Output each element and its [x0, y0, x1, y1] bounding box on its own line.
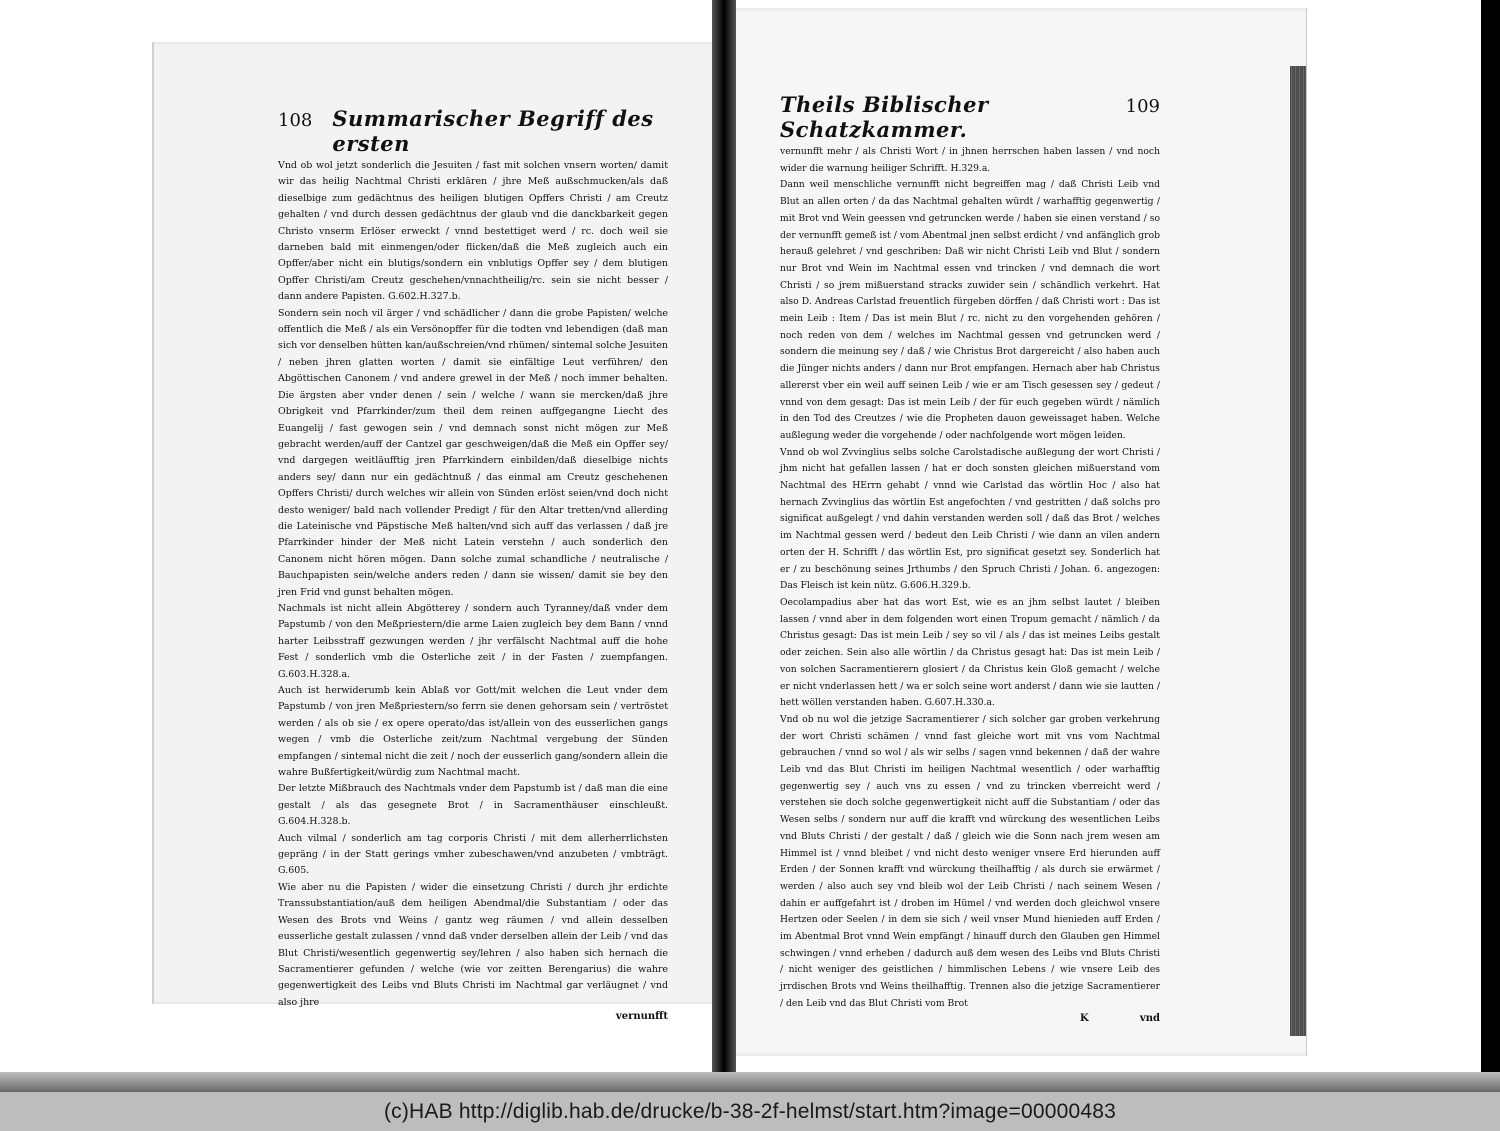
body-text: vernunfft mehr / als Christi Wort / in jhnen herrschen haben lassen / vnd noch wider die warnung heiliger Schrifft. H.329.a. Dann weil menschliche vernunfft nicht begreiffen mag / daß Christi Leib vnd Blut an allen orten / da das Nachtmal gehalten würdt / warhafftig gegenwertig / mit Brot vnd Wein geessen vnd getruncken werde / haben sie einen verstand / so der vernunfft gemeß ist / vom Abentmal jnen selbst erdicht / vnd anfänglich grob herauß gelehret / vnd geschriben: Daß wir nicht Christi Leib vnd Blut / sondern nur Brot vnd Wein im Nachtmal essen vnd trincken / vnd demnach die wort Christi / so jrem mißuerstand stracks zuwider sein / schändlich verkehrt. Hat also D. Andreas Carlstad freuentlich fürgeben dörffen / daß Christi wort : Das ist mein Leib : Item / Das ist mein Blut / rc. nicht zu den vorgehenden gehören / noch reden von dem / welches im Nachtmal gessen vnd getruncken werd / sondern die meinung sey / daß / wie Christus Brot dargereicht / also haben auch die Jünger nichts anders / dann nur Brot empfangen. Hernach aber hab Christus allererst vber ein weil auff seinen Leib / wie er am Tisch gesessen sey / gedeut / vnnd von dem gesagt: Das ist mein Leib / der für euch gegeben würdt / nämlich in den Tod des Creutzes / wie die Propheten dauon geweissaget haben. Welche außlegung weder die vorgehende / oder nachfolgende wort mögen leiden. Vnnd ob wol Zvvinglius selbs solche Carolstadische außlegung der wort Christi / jhm nicht hat gefallen lassen / hat er doch sonsten gleichen mißuerstand vom Nachtmal des HErrn gehabt / vnnd wie Carlstad das wörtlin Hoc / also hat hernach Zvvinglius das wörtlin Est angefochten / vnd gestritten / daß solchs pro significat außgelegt / vnd dahin verstanden werden soll / daß das Brot / welches im Nachtmal gessen werd / bedeut den Leib Christi / wie dann an vilen andern orten der H. Schrifft / das wörtlin Est, pro significat gesetzt sey. Sonderlich hat er / zu beschönung seines Jrthumbs / den Spruch Christi / Johan. 6. angezogen: Das Fleisch ist kein nütz. G.606.H.329.b. Oecolampadius aber hat das wort Est, wie es an jhm selbst lautet / bleiben lassen / vnnd aber in dem folgenden wort einen Tropum gemacht / nämlich / da Christus gesagt: Das ist mein Leib / sey so vil / als / das ist meines Leibs gestalt oder zeichen. Sein also alle wörtlin / da Christus gesagt hat: Das ist mein Leib / von solchen Sacramentierern glosiert / da Christus kein Gloß gemacht / welche er nicht vnderlassen hett / wa er solch seine wort anderst / dann wie sie lautten / hett wöllen verstanden haben. G.607.H.330.a. Vnd ob nu wol die jetzige Sacramentierer / sich solcher gar groben verkehrung der wort Christi schämen / vnnd fast gleiche wort mit vns vom Nachtmal gebrauchen / vnnd so wol / als wir selbs / sagen vnnd bekennen / daß der wahre Leib vnd das Blut Christi im heiligen Nachtmal wesentlich / oder warhafftig gegenwertig sey / auch vns zu essen / vnd zu trincken vberreicht werd / verstehen sie doch solche gegenwertigkeit nicht auff die Substantiam / oder das Wesen selbs / sondern nur auff die krafft vnd würckung des wesentlichen Leibs vnd Bluts Christi / der gestalt / daß / gleich wie die Sonn nach jrem wesen am Himmel ist / vnnd bleibet / vnd nicht desto weniger vnsere Erd hierunden auff Erden / der Sonnen krafft vnd würckung theilhafftig / als durch sie erwärmet / werden / also auch sey vnd bleib wol der Leib Christi / nach seinem Wesen / dahin er auffgefahrt ist / droben im Hümel / vnd werden doch gleichwol vnsere Hertzen oder Seelen / in dem sie sich / weil vnser Mund hienieden auff Erden / im Abentmal Brot vnnd Wein empfängt / hinauff durch den Glauben gen Himmel schwingen / vnnd erheben / dadurch auß dem wesen des Leibs vnd Bluts Christi / nicht weniger des geistlichen / himmlischen Lebens / wie vnsere Leib des jrrdischen Brots vnd Weins theilhafftig. Trennen also die jetzige Sacramentierer / den Leib vnd das Blut Christi vom Brot [780, 146, 1160, 1009]
running-head: Theils Biblischer Schatzkammer. [780, 92, 989, 142]
catchword: vnd [1139, 1012, 1160, 1024]
page-edges [1290, 66, 1306, 1036]
page-number: 108 [278, 110, 313, 131]
signature-mark: K [1080, 1012, 1089, 1024]
left-header [278, 106, 668, 156]
left-footer [278, 1011, 668, 1022]
book-gutter [712, 0, 736, 1072]
right-text-block [780, 92, 1160, 1024]
running-head: Summarischer Begriff des ersten [332, 106, 654, 156]
right-footer [780, 1013, 1160, 1024]
body-text: Vnd ob wol jetzt sonderlich die Jesuiten / fast mit solchen vnsern worten/ damit wir das heilig Nachtmal Christi erklären / jhre Meß außschmucken/als daß dieselbige zum gedächtnus des heiligen blutigen Opffers Christi / am Creutz gehalten / vnd durch dessen gedächtnus der glaub vnd die danckbarkeit gegen Christo vnserm Erlöser erweckt / vnnd bestettiget werd / rc. doch weil sie darneben bald mit einmengen/oder flicken/daß die Meß zugleich auch ein Opffer/aber nicht ein blutigs/sondern ein vnblutigs Opffer sey / dem blutigen Opffer Christi/am Creutz geschehen/vnnachtheilig/rc. sein sie nicht besser / dann andere Papisten. G.602.H.327.b. Sondern sein noch vil ärger / vnd schädlicher / dann die grobe Papisten/ welche offentlich die Meß / als ein Versönopffer für die todten vnd lebendigen (daß man sich vor denselben hütten kan/außschreien/vnd rhümen/ sintemal solche Jesuiten / neben jhren glatten worten / damit sie einfältige Leut verführen/ den Abgöttischen Canonem / vnd andere grewel in der Meß / noch immer behalten. Die ärgsten aber vnder denen / sein / welche / wann sie mercken/daß jhre Obrigkeit vnd Pfarrkinder/zum theil dem reinen auffgegangne Liecht des Euangelij / fast gewogen sein / vnd demnach sonst nicht mögen zur Meß gebracht werden/auff der Cantzel gar geschweigen/daß die Meß ein Opffer sey/ vnd dargegen weitläufftig jren Pfarrkindern einbilden/daß dieselbige nichts anders sey/ dann nur ein gedächtnuß / das einmal am Creutz geschehenen Opffers Christi/ durch welches wir allein von Sünden erlöst seien/vnd doch nicht desto weniger/ bald nach vollender Predigt / für den Altar tretten/vnd allerding die Lateinische vnd Päpstische Meß halten/vnd sich auff das verlassen / daß jre Pfarrkinder hinder der Meß nicht Latein verstehn / auch sonderlich den Canonem nicht hören mögen. Dann solche zumal schandliche / neutralische / Bauchpapisten sein/welche anders reden / dann sie wissen/ damit sie bey den jren Frid vnd gunst behalten mögen. Nachmals ist nicht allein Abgötterey / sondern auch Tyranney/daß vnder dem Papstumb / von den Meßpriestern/die arme Laien zugleich bey dem Bann / vnnd harter Leibsstraff gezwungen werden / jhr verfälscht Nachtmal auff die hohe Fest / sonderlich vmb die Osterliche zeit / in der Fasten / zuempfangen. G.603.H.328.a. Auch ist herwiderumb kein Ablaß vor Gott/mit welchen die Leut vnder dem Papstumb / von jren Meßpriestern/so ferrn sie denen gehorsam sein / vertröstet werden / als ob sie / ex opere operato/das ist/allein von des eusserlichen gangs wegen / vmb die Osterliche zeit/zum Nachtmal vergebung der Sünden empfangen / sintemal nicht die zeit / noch der eusserlich gang/sondern allein die wahre Bußfertigkeit/würdig zum Nachtmal macht. Der letzte Mißbrauch des Nachtmals vnder dem Papstumb ist / daß man die eine gestalt / als das gesegnete Brot / in Sacramenthäuser einschleußt. G.604.H.328.b. Auch vilmal / sonderlich am tag corporis Christi / mit dem allerherrlichsten gepräng / in der Statt gerings vmher zubeschawen/vnd anzubeten / vmbträgt. G.605. Wie aber nu die Papisten / wider die einsetzung Christi / durch jhr erdichte Transsubstantiation/auß dem heiligen Abendmal/die Substantiam / oder das Wesen des Brots vnd Weins / gantz weg räumen / vnd allein desselben eusserliche gestalt zulassen / vnnd daß vnder derselben allein der Leib / vnd das Blut Christi/wesentlich gegenwertig sey/lehren / also haben sich hernach die Sacramentierer gefunden / welche (wie vor zeitten Berengarius) die wahre gegenwertigkeit des Leibs vnd Bluts Christi im Nachtmal gar verläugnet / vnd also jhre [278, 160, 668, 1008]
right-header [780, 92, 1160, 142]
scan-bottom-shadow [0, 1072, 1500, 1092]
left-text-block [278, 106, 668, 1023]
attribution-bar [0, 1092, 1500, 1131]
scan-border [1481, 0, 1500, 1092]
catchword: vernunfft [615, 1011, 668, 1023]
attribution-text: (c)HAB http://diglib.hab.de/drucke/b-38-2f-helmst/start.htm?image=00000483 [383, 1099, 1117, 1123]
page-number: 109 [1125, 96, 1160, 117]
